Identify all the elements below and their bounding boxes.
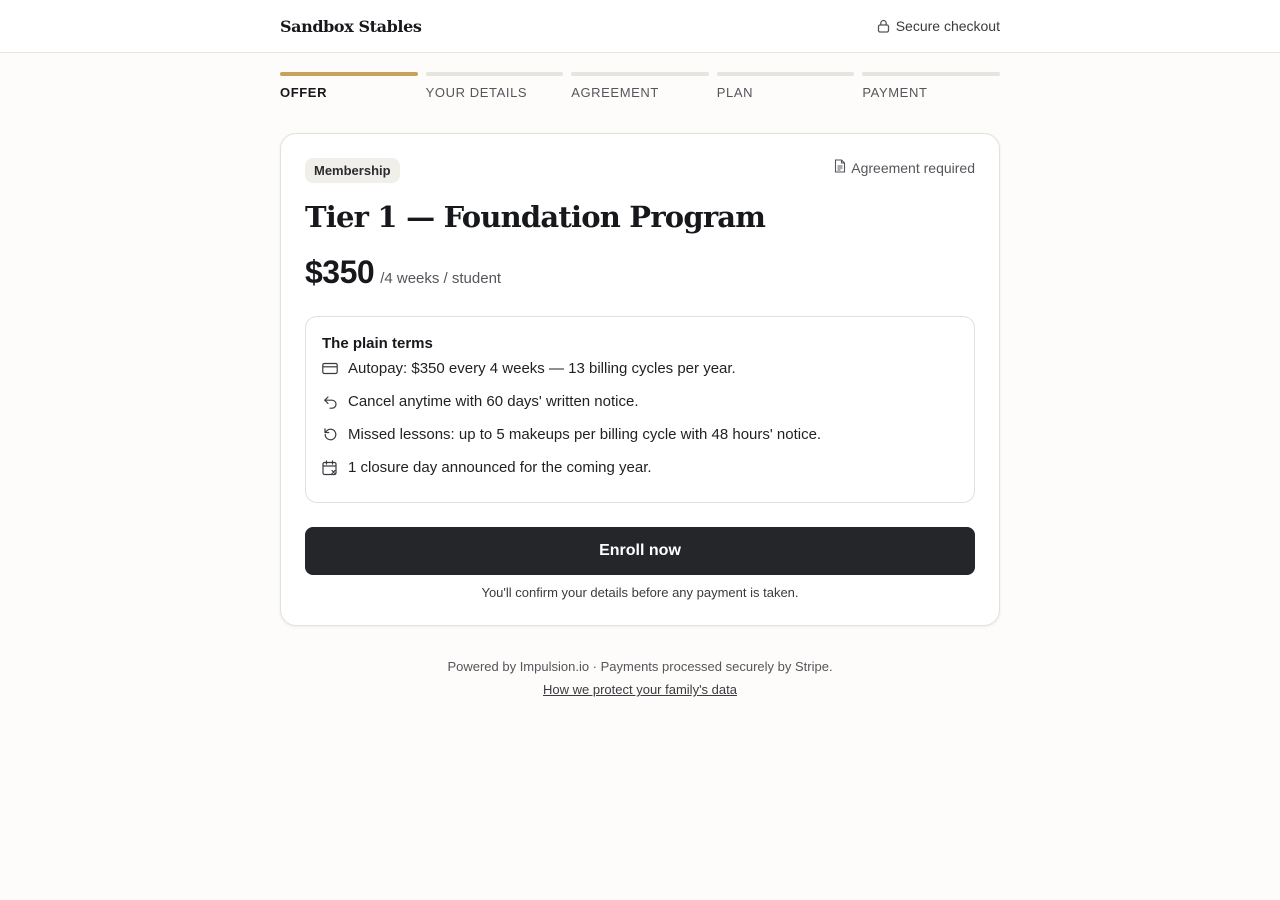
term-makeups: [322, 418, 958, 451]
step-label: PLAN: [716, 85, 754, 100]
term-text: Missed lessons: up to 5 makeups per billing cycle with 48 hours' notice.: [348, 426, 822, 443]
top-bar-inner: [280, 0, 1000, 52]
rotate-ccw-icon: [322, 427, 338, 443]
term-cancel: [322, 385, 958, 418]
agreement-required-label: Agreement required: [851, 159, 975, 176]
footer: [0, 659, 1280, 697]
document-icon: [834, 159, 846, 176]
offer-card: [280, 133, 1000, 626]
agreement-required-indicator: [834, 159, 975, 176]
step-label: YOUR DETAILS: [425, 85, 528, 100]
program-title: Tier 1 — Foundation Program: [305, 200, 766, 234]
term-text: Cancel anytime with 60 days' written notice.: [348, 393, 639, 410]
top-bar: [0, 0, 1280, 53]
plain-terms-box: [305, 316, 975, 503]
step-label: PAYMENT: [862, 85, 928, 100]
term-closure: [322, 451, 958, 484]
brand-name: Sandbox Stables: [280, 16, 422, 36]
step-bar: [717, 72, 855, 76]
term-autopay: [322, 352, 958, 385]
credit-card-icon: [322, 361, 338, 377]
term-text: 1 closure day announced for the coming year.: [348, 459, 652, 476]
membership-badge: Membership: [305, 158, 400, 183]
checkout-progress: [280, 72, 1000, 100]
privacy-link[interactable]: How we protect your family's data: [543, 682, 737, 697]
powered-by-text: Powered by Impulsion.io · Payments processed securely by Stripe.: [447, 659, 833, 674]
plain-terms-heading: The plain terms: [322, 335, 433, 352]
price-unit: /4 weeks / student: [380, 270, 502, 287]
calendar-x-icon: [322, 460, 338, 476]
step-label: OFFER: [280, 85, 328, 100]
enroll-now-button[interactable]: Enroll now: [305, 527, 975, 575]
step-agreement: [571, 72, 709, 100]
price-amount: $350: [305, 254, 375, 290]
step-payment: [862, 72, 1000, 100]
undo-arrow-icon: [322, 394, 338, 410]
secure-checkout-indicator: [877, 18, 1000, 34]
lock-icon: [877, 19, 890, 33]
term-text: Autopay: $350 every 4 weeks — 13 billing cycles per year.: [348, 360, 736, 377]
step-bar: [426, 72, 564, 76]
step-offer: [280, 72, 418, 100]
price-row: [305, 254, 501, 291]
confirm-note: You'll confirm your details before any payment is taken.: [481, 585, 799, 600]
step-bar: [280, 72, 418, 76]
secure-checkout-label: Secure checkout: [895, 18, 1000, 34]
step-bar: [571, 72, 709, 76]
step-label: AGREEMENT: [571, 85, 659, 100]
step-your-details: [426, 72, 564, 100]
step-plan: [717, 72, 855, 100]
step-bar: [862, 72, 1000, 76]
